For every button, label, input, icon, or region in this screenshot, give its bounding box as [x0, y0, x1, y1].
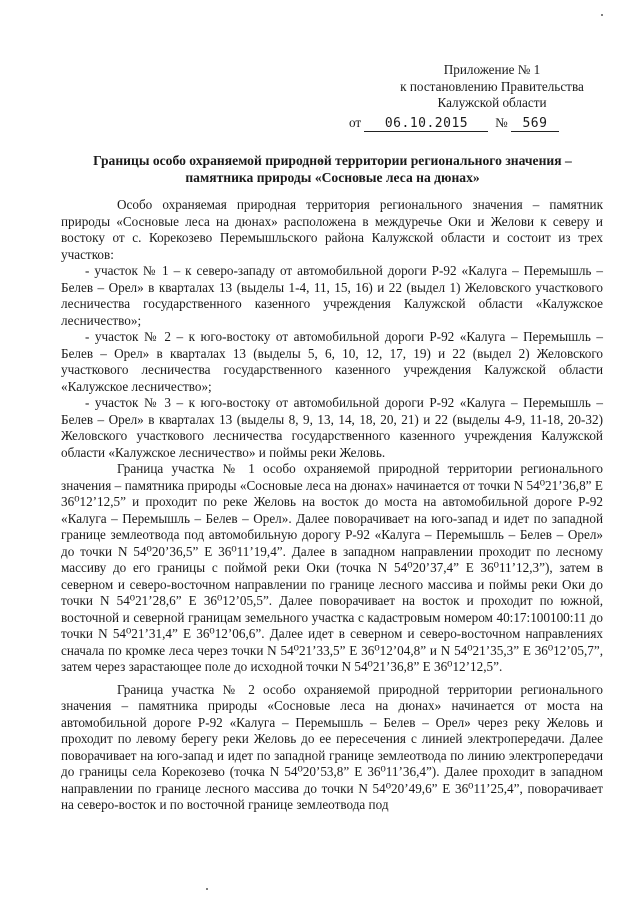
- number-prefix: №: [495, 115, 508, 130]
- document-title: [60, 152, 605, 186]
- border-plot-1-paragraph: Граница участка № 1 особо охраняемой природной территории регионального значения – памятника природы «Сосновые леса на дюнах» начинается от точки N 54⁰21’36,8” E 36⁰12’12,5” и проходит по реке Желовь на восток до моста на автомобильной дороге Р-92 «Калуга – Перемышль – Белев – Орел». Далее поворачивает на юго-запад и идет по западной границе землеотвода под автомобильную дорогу Р-92 «Калуга – Перемышль – Белев – Орел» до точки N 54⁰20’36,5” E 36⁰11’19,4”. Далее в западном направлении проходит по лесному массиву до его границы с поймой реки Оки (точка N 54⁰20’37,4” E 36⁰11’12,3”), затем в северном и северо-восточном направлении по границе лесного массива и поймы реки Оки до точки N 54⁰21’28,6” E 36⁰12’05,5”. Далее поворачивает на восток и проходит по южной, восточной и северной границам земельного участка с кадастровым номером 40:17:100100:11 до точки N 54⁰21’31,4” E 36⁰12’06,6”. Далее идет в северном и северо-восточном направлениях сначала по кромке леса через точки N 54⁰21’33,5” E 36⁰12’04,8” и N 54⁰21’35,3” E 36⁰12’05,7”, затем через зарастающее поле до исходной точки N 54⁰21’36,8” E 36⁰12’12,5”.: [61, 461, 603, 674]
- number-field: [511, 115, 559, 132]
- decree-date-line: [349, 115, 559, 132]
- decree-date: 06.10.2015: [384, 116, 469, 131]
- title-line-1: Границы особо охраняемой природной территории регионального значения –: [93, 153, 572, 168]
- scan-artifact: [601, 14, 603, 16]
- appendix-number: Приложение № 1: [443, 62, 541, 77]
- document-body: [61, 197, 603, 814]
- date-field: [364, 115, 488, 132]
- list-item-plot-1: - участок № 1 – к северо-западу от автомобильной дороги Р-92 «Калуга – Перемышль – Белев – Орел» в кварталах 13 (выделы 1-4, 11, 15, 16) и 22 (выдел 1) Желовского участкового лесничества государственного казенного учреждения Калужской области «Калужское лесничество»;: [61, 263, 603, 328]
- list-item-plot-2: - участок № 2 – к юго-востоку от автомобильной дороги Р-92 «Калуга – Перемышль – Белев – Орел» в кварталах 13 (выделы 5, 6, 10, 12, 17, 19) и 22 (выдел 2) Желовского участкового лесничества государственного казенного учреждения Калужской области «Калужское лесничество»;: [61, 329, 603, 394]
- title-line-2: памятника природы «Сосновые леса на дюнах»: [185, 170, 480, 185]
- list-item-plot-3: - участок № 3 – к юго-востоку от автомобильной дороги Р-92 «Калуга – Перемышль – Белев – Орел» в кварталах 13 (выделы 8, 9, 13, 14, 18, 20, 21) и 22 (выделы 4-9, 11-18, 20-32) Желовского участкового лесничества государственного казенного учреждения Калужской области «Калужское лесничество» и поймы реки Желовь.: [61, 395, 603, 460]
- intro-paragraph: Особо охраняемая природная территория регионального значения – памятник природы «Сосновые леса на дюнах» расположена в междуречье Оки и Желови к северу и востоку от с. Корекозево Перемышльского района Калужской области и состоит из трех участков:: [61, 197, 603, 262]
- scan-artifact: [206, 888, 208, 890]
- appendix-header: [372, 62, 612, 112]
- appendix-reference: к постановлению Правительства: [400, 78, 584, 94]
- date-prefix: от: [349, 115, 362, 130]
- decree-number: 569: [522, 116, 548, 131]
- appendix-region: Калужской области: [437, 95, 547, 110]
- border-plot-2-paragraph: Граница участка № 2 особо охраняемой природной территории регионального значения – памятника природы «Сосновые леса на дюнах» начинается от моста на автомобильной дороге Р-92 «Калуга – Перемышль – Белев – Орел» через реку Желовь и проходит по левому берегу реки Желовь до ее пересечения с линией электропередачи. Далее поворачивает на юго-запад и идет по западной границе землеотвода по линию электропередачи до границы села Корекозево (точка N 54⁰20’53,8” E 36⁰11’36,4”). Далее проходит в западном направлении по границе лесного массива до точки N 54⁰20’49,6” E 36⁰11’25,4”, поворачивает на северо-восток и по восточной границе землеотвода под: [61, 681, 603, 812]
